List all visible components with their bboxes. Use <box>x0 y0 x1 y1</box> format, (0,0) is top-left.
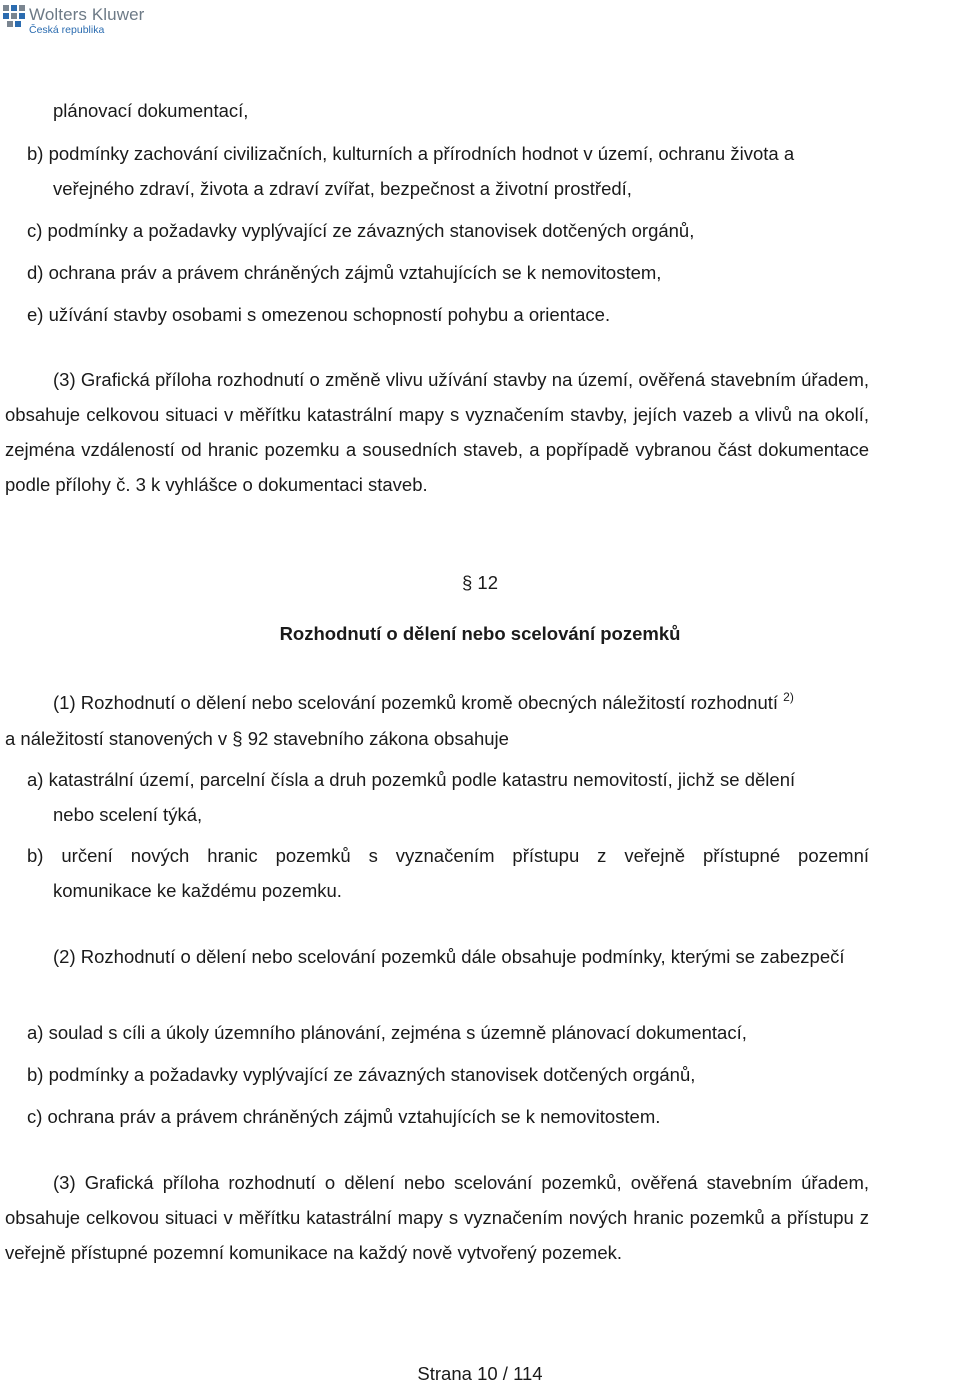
brand-logo <box>2 2 144 36</box>
text-line: veřejného zdraví, života a zdraví zvířat, bezpečnost a životní prostředí, <box>53 178 632 199</box>
paragraph-line <box>53 692 960 714</box>
page-number: Strana 10 / 114 <box>417 1363 543 1384</box>
list-item: d) ochrana práv a právem chráněných zájmů vztahujících se k nemovitostem, <box>27 262 662 283</box>
brand-name: Wolters Kluwer <box>29 5 145 24</box>
wolters-kluwer-logo-icon <box>2 4 26 28</box>
list-item: a) soulad s cíli a úkoly územního plánování, zejména s územně plánovací dokumentací, <box>27 1022 747 1043</box>
list-item: a) katastrální území, parcelní čísla a druh pozemků podle katastru nemovitostí, jichž se dělení <box>27 769 796 790</box>
list-item: b) podmínky zachování civilizačních, kulturních a přírodních hodnot v území, ochranu života a <box>27 143 795 164</box>
list-item: b) podmínky a požadavky vyplývající ze závazných stanovisek dotčených orgánů, <box>27 1064 696 1085</box>
text-line: plánovací dokumentací, <box>53 100 249 121</box>
paragraph: (3) Grafická příloha rozhodnutí o dělení nebo scelování pozemků, ověřená stavebním úřadem, obsahuje celkovou situaci v měřítku katastrální mapy s vyznačením nových hranic pozemků a přístupu z veřejně přístupné pozemní komunikace na každý nově vytvořený pozemek. <box>5 1172 869 1263</box>
list-item: c) ochrana práv a právem chráněných zájmů vztahujících se k nemovitostem. <box>27 1106 661 1127</box>
list-item: e) užívání stavby osobami s omezenou schopností pohybu a orientace. <box>27 304 611 325</box>
section-number: § 12 <box>461 572 498 593</box>
paragraph: (2) Rozhodnutí o dělení nebo scelování pozemků dále obsahuje podmínky, kterými se zabezpečí <box>53 946 845 967</box>
section-title: Rozhodnutí o dělení nebo scelování pozemků <box>279 623 681 644</box>
list-item: b) určení nových hranic pozemků s vyznačením přístupu z veřejně přístupné pozemní <box>27 845 869 866</box>
footnote-ref[interactable]: 2) <box>783 690 794 704</box>
brand-sub: Česká republika <box>29 24 105 36</box>
paragraph-line: a náležitostí stanovených v § 92 stavebního zákona obsahuje <box>5 728 509 749</box>
list-item-cont: komunikace ke každému pozemku. <box>53 880 342 901</box>
paragraph: (3) Grafická příloha rozhodnutí o změně vlivu užívání stavby na území, ověřená stavebním úřadem, obsahuje celkovou situaci v měřítku katastrální mapy s vyznačením stavby, jejích vazeb a vlivů na okolí, zejména vzdáleností od hranic pozemku a sousedních staveb, a popřípadě vybranou část dokumentace podle přílohy č. 3 k vyhlášce o dokumentaci staveb. <box>5 369 869 495</box>
list-item-cont: nebo scelení týká, <box>53 804 203 825</box>
list-item: c) podmínky a požadavky vyplývající ze závazných stanovisek dotčených orgánů, <box>27 220 695 241</box>
paragraph-text: (1) Rozhodnutí o dělení nebo scelování pozemků kromě obecných náležitostí rozhodnutí <box>53 692 784 713</box>
